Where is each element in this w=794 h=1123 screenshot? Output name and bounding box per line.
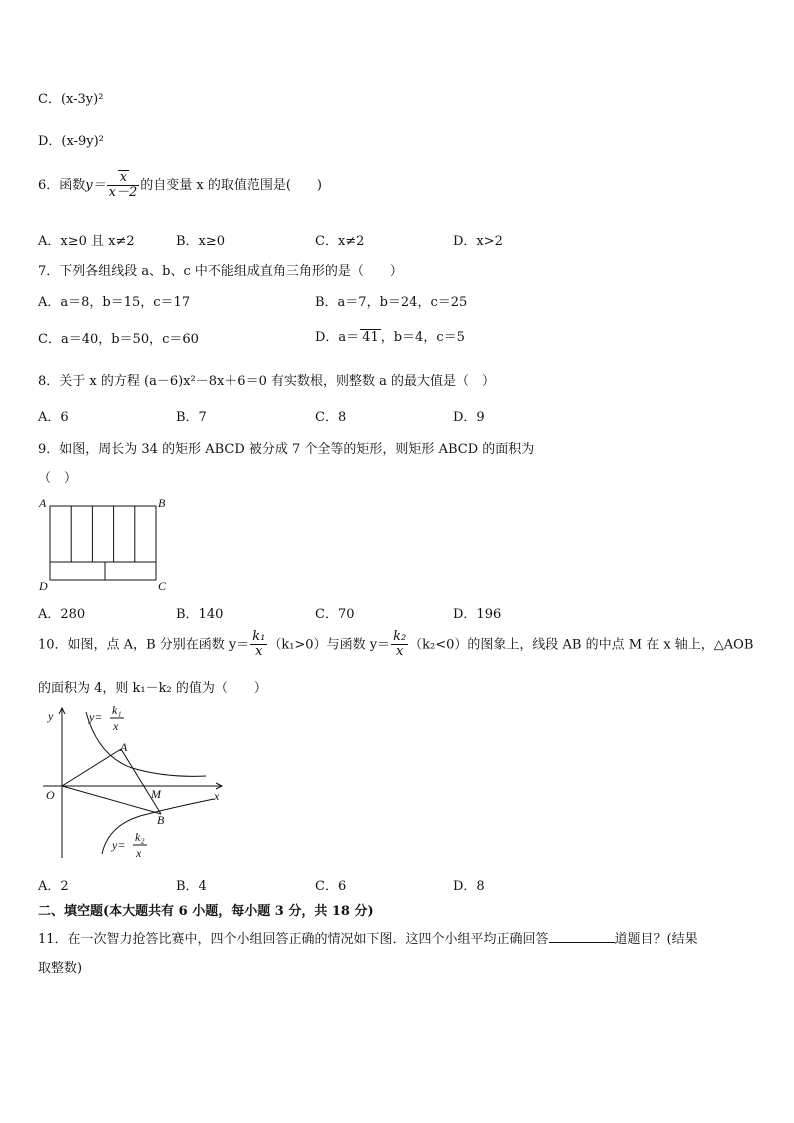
label-c: C — [158, 579, 167, 593]
q6-prefix: 6．函数 — [38, 177, 86, 193]
curve2-den: x — [136, 846, 142, 860]
point-m-label: M — [151, 787, 161, 801]
q9-option-a: A．280 — [38, 607, 86, 622]
q10-option-a: A．2 — [38, 879, 69, 894]
q7-option-d: D．a＝ 41 ，b＝4，c＝5 — [315, 330, 465, 345]
q9-option-d: D．196 — [453, 607, 502, 622]
origin-label: O — [46, 788, 55, 802]
label-d: D — [39, 579, 48, 593]
q9-rectangle-figure — [36, 494, 176, 596]
q7-stem: 7．下列各组线段 a、b、c 中不能组成直角三角形的是（ ） — [38, 264, 403, 279]
q6-denominator: x－2 — [108, 185, 138, 201]
q6-option-b: B．x≥0 — [176, 234, 226, 249]
q6-sqrt: x — [119, 170, 128, 185]
q7-sqrt: 41 — [362, 330, 379, 345]
point-b-label: B — [157, 813, 165, 827]
q9-stem: 9．如图，周长为 34 的矩形 ABCD 被分成 7 个全等的矩形，则矩形 ABCD 的面积为 — [38, 442, 535, 457]
q10-graph — [40, 700, 230, 862]
q9-option-c: C．70 — [315, 607, 355, 622]
q5-option-c: C．(x-3y)² — [38, 92, 104, 107]
rect-abcd — [50, 506, 156, 580]
y-axis-label: y — [48, 709, 54, 723]
x-axis-label: x — [214, 789, 220, 803]
label-a: A — [39, 496, 47, 510]
q8-option-b: B．7 — [176, 410, 207, 425]
curve1-num: k₁ — [112, 703, 122, 717]
q6-func-lhs: y＝ — [85, 177, 106, 193]
q6-fraction — [107, 170, 140, 201]
q6-option-c: C．x≠2 — [315, 234, 365, 249]
q10-option-d: D．8 — [453, 879, 485, 894]
q6-option-d: D．x>2 — [453, 234, 503, 249]
q11-stem-line1: 11．在一次智力抢答比赛中，四个小组回答正确的情况如下图．这四个小组平均正确回答 道题目？(结果 — [38, 932, 698, 947]
q5-option-d: D．(x-9y)² — [38, 134, 104, 149]
q7-option-a: A．a＝8，b＝15，c＝17 — [38, 295, 191, 310]
q8-stem: 8．关于 x 的方程 (a－6)x²－8x＋6＝0 有实数根，则整数 a 的最大值是（ ） — [38, 374, 495, 389]
q8-option-a: A．6 — [38, 410, 69, 425]
q9-paren: （ ） — [38, 471, 78, 486]
q7-option-b: B．a＝7，b＝24，c＝25 — [315, 295, 468, 310]
q8-option-d: D．9 — [453, 410, 485, 425]
curve-k1 — [86, 712, 206, 776]
q8-option-c: C．8 — [315, 410, 347, 425]
q10-option-b: B．4 — [176, 879, 207, 894]
label-b: B — [158, 496, 166, 510]
q7-option-c: C．a＝40，b＝50，c＝60 — [38, 332, 199, 347]
curve1-den: x — [113, 719, 119, 733]
q10-option-c: C．6 — [315, 879, 347, 894]
q11-stem-line2: 取整数) — [38, 961, 83, 976]
q10-stem-line1: 10．如图，点 A，B 分别在函数 y＝ $\frac{\text{k₁}}{x}$ （k₁>0）与函数 y＝ $\frac{\text{k₂}}{x}$ （k₂<0）的图象上，线段 AB 的中点 M 在 x 轴上，△AOB — [38, 629, 754, 660]
segment-oa — [62, 749, 121, 786]
curve2-num: k₂ — [135, 830, 145, 844]
q6-stem — [38, 170, 322, 201]
curve1-lhs: y= — [89, 710, 103, 724]
q11-answer-blank[interactable] — [549, 930, 615, 943]
q6-suffix: 的自变量 x 的取值范围是( ) — [140, 177, 322, 193]
q10-frac-k2: $\frac{\text{k₂}}{x}$ — [393, 629, 407, 660]
q9-option-b: B．140 — [176, 607, 224, 622]
point-a-label: A — [120, 740, 128, 754]
q6-option-a: A．x≥0 且 x≠2 — [38, 234, 135, 249]
q10-stem-line2: 的面积为 4，则 k₁－k₂ 的值为（ ） — [38, 681, 267, 696]
curve2-lhs: y= — [112, 838, 126, 852]
section-2-heading: 二、填空题(本大题共有 6 小题，每小题 3 分，共 18 分) — [38, 904, 374, 919]
q10-frac-k1: $\frac{\text{k₁}}{x}$ — [252, 629, 266, 660]
